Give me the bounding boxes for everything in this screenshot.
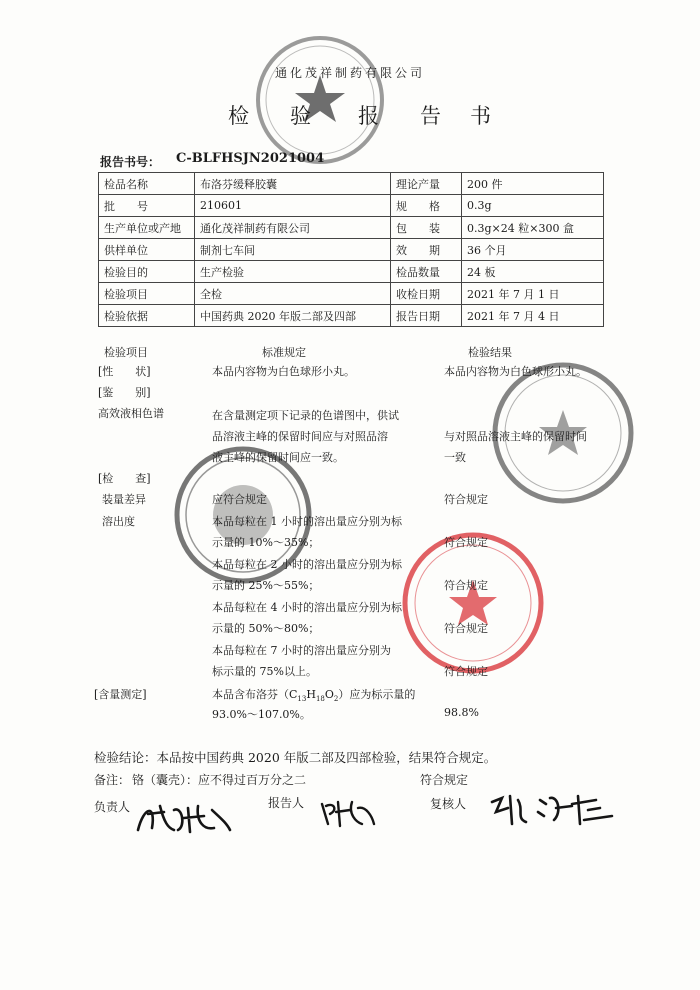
info-label: 供样单位 (99, 239, 195, 261)
info-value: 制剂七车间 (195, 239, 391, 261)
dissolution-standard-line: 本品每粒在 7 小时的溶出量应分别为 (212, 644, 391, 657)
title-char: 报 (358, 104, 379, 128)
hplc-label: 高效液相色谱 (98, 407, 164, 420)
info-row (99, 195, 604, 217)
assay-label: [含量测定] (94, 688, 147, 701)
hplc-standard-line: 在含量测定项下记录的色谱图中，供试 (212, 409, 399, 422)
info-value: 0.3g (462, 195, 604, 217)
info-row (99, 305, 604, 327)
info-label: 检验依据 (99, 305, 195, 327)
signature-reviewer (488, 790, 618, 830)
info-label: 检验目的 (99, 261, 195, 283)
info-table (98, 172, 604, 327)
responsible-label: 负责人 (94, 800, 131, 814)
info-value: 2021 年 7 月 4 日 (462, 305, 604, 327)
hplc-standard-line: 液主峰的保留时间应一致。 (212, 451, 344, 464)
info-value: 24 板 (462, 261, 604, 283)
note-text: 铬（囊壳）：应不得过百万分之二 (132, 773, 307, 787)
info-value: 36 个月 (462, 239, 604, 261)
info-label: 理论产量 (391, 173, 462, 195)
info-value: 通化茂祥制药有限公司 (195, 217, 391, 239)
info-label: 报告日期 (391, 305, 462, 327)
dissolution-standard-line: 示量的 50%～80%； (212, 622, 320, 635)
info-label: 批 号 (99, 195, 195, 217)
assay-result: 98.8% (444, 706, 479, 719)
dissolution-result: 符合规定 (444, 622, 488, 635)
assay-standard-line2: 93.0%～107.0%。 (212, 708, 311, 721)
report-number-label: 报告书号： (100, 155, 161, 169)
info-value: 2021 年 7 月 1 日 (462, 283, 604, 305)
hplc-result-line: 一致 (444, 451, 466, 464)
stamp-right-bottom (398, 528, 548, 678)
info-value: 布洛芬缓释胶囊 (195, 173, 391, 195)
info-row (99, 173, 604, 195)
info-value: 生产检验 (195, 261, 391, 283)
traits-standard: 本品内容物为白色球形小丸。 (212, 365, 355, 378)
hplc-result-line: 与对照品溶液主峰的保留时间 (444, 430, 587, 443)
col-standard-header: 标准规定 (262, 346, 306, 359)
info-value: 210601 (195, 195, 391, 217)
reviewer-label: 复核人 (430, 797, 467, 811)
info-value: 0.3g×24 粒×300 盒 (462, 217, 604, 239)
dissolution-standard-line: 本品每粒在 4 小时的溶出量应分别为标 (212, 601, 402, 614)
info-label: 检品数量 (391, 261, 462, 283)
info-label: 检验项目 (99, 283, 195, 305)
signature-responsible (134, 800, 234, 838)
info-row (99, 261, 604, 283)
info-value: 全检 (195, 283, 391, 305)
report-number: C-BLFHSJN2021004 (176, 151, 325, 166)
info-value: 200 件 (462, 173, 604, 195)
conclusion-text: 检验结论：本品按中国药典 2020 年版二部及四部检验，结果符合规定。 (94, 750, 497, 765)
ident-label: [鉴 别] (98, 386, 151, 399)
col-item-header: 检验项目 (104, 346, 148, 359)
dissolution-standard-line: 示量的 25%～55%； (212, 579, 320, 592)
dissolution-result: 符合规定 (444, 536, 488, 549)
title-char: 检 (228, 104, 249, 128)
weight-label: 装量差异 (102, 493, 146, 506)
info-label: 效 期 (391, 239, 462, 261)
note-result: 符合规定 (420, 773, 469, 787)
assay-standard: 本品含布洛芬$(C_{13}H_{18}O_2)$应为标示量的 (212, 688, 416, 704)
info-row (99, 239, 604, 261)
dissolution-result: 符合规定 (444, 579, 488, 592)
check-label: [检 查] (98, 472, 151, 485)
company-name: 通化茂祥制药有限公司 (274, 66, 425, 80)
info-label: 生产单位或产地 (99, 217, 195, 239)
note-label: 备注： (94, 773, 131, 787)
weight-standard: 应符合规定 (212, 493, 267, 506)
info-label: 包 装 (391, 217, 462, 239)
traits-result: 本品内容物为白色球形小丸。 (444, 365, 587, 378)
traits-label: [性 状] (98, 365, 151, 378)
title-char: 告 (420, 104, 441, 128)
info-label: 收检日期 (391, 283, 462, 305)
info-value: 中国药典 2020 年版二部及四部 (195, 305, 391, 327)
signature-reporter (318, 796, 378, 830)
dissolution-standard-line: 本品每粒在 1 小时的溶出量应分别为标 (212, 515, 402, 528)
reporter-label: 报告人 (268, 796, 305, 810)
dissolution-standard-line: 标示量的 75%以上。 (212, 665, 317, 678)
info-row (99, 283, 604, 305)
weight-result: 符合规定 (444, 493, 488, 506)
dissolution-result: 符合规定 (444, 665, 488, 678)
hplc-standard-line: 品溶液主峰的保留时间应与对照品溶 (212, 430, 388, 443)
col-result-header: 检验结果 (468, 346, 512, 359)
info-row (99, 217, 604, 239)
title-char: 书 (470, 104, 491, 128)
dissolution-label: 溶出度 (102, 515, 135, 528)
title-char: 验 (290, 104, 311, 128)
info-label: 检品名称 (99, 173, 195, 195)
dissolution-standard-line: 本品每粒在 2 小时的溶出量应分别为标 (212, 558, 402, 571)
dissolution-standard-line: 示量的 10%～35%； (212, 536, 320, 549)
info-label: 规 格 (391, 195, 462, 217)
